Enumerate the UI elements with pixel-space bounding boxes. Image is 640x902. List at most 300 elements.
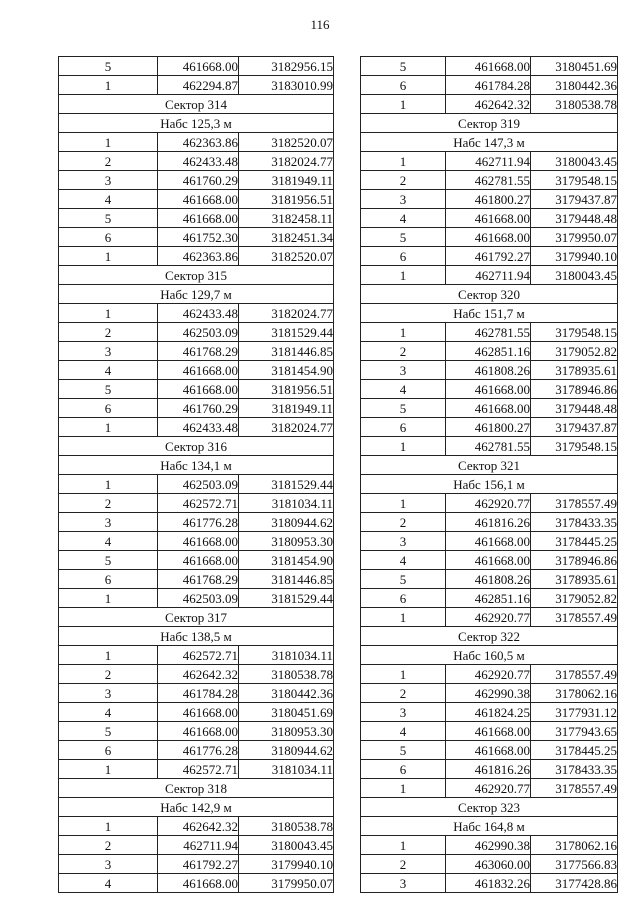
point-number: 3	[361, 874, 446, 893]
point-number: 4	[59, 532, 158, 551]
table-row	[361, 171, 618, 190]
table-row	[59, 551, 334, 570]
coord-y: 3180451.69	[531, 57, 618, 76]
coord-x: 462642.32	[446, 95, 531, 114]
point-number: 4	[361, 722, 446, 741]
table-row	[59, 57, 334, 76]
table-row	[361, 741, 618, 760]
coord-x: 462503.09	[158, 475, 239, 494]
sector-title: Сектор 314	[59, 95, 334, 114]
coord-y: 3180953.30	[239, 722, 334, 741]
coord-y: 3180442.36	[531, 76, 618, 95]
coord-y: 3182520.07	[239, 247, 334, 266]
coord-x: 462711.94	[446, 266, 531, 285]
table-row	[361, 209, 618, 228]
point-number: 2	[59, 665, 158, 684]
table-row	[59, 722, 334, 741]
point-number: 4	[59, 190, 158, 209]
table-row	[59, 228, 334, 247]
point-number: 1	[59, 76, 158, 95]
point-number: 1	[59, 760, 158, 779]
coord-y: 3182024.77	[239, 304, 334, 323]
table-row	[59, 665, 334, 684]
sector-height-row	[59, 285, 334, 304]
coord-y: 3177943.65	[531, 722, 618, 741]
table-row	[59, 874, 334, 893]
coord-x: 462990.38	[446, 836, 531, 855]
table-row	[59, 760, 334, 779]
coord-y: 3177566.83	[531, 855, 618, 874]
coord-x: 462642.32	[158, 817, 239, 836]
point-number: 4	[59, 361, 158, 380]
table-row	[361, 570, 618, 589]
table-row	[361, 855, 618, 874]
coord-x: 462781.55	[446, 437, 531, 456]
coord-y: 3180043.45	[531, 266, 618, 285]
point-number: 6	[361, 760, 446, 779]
coord-y: 3178433.35	[531, 513, 618, 532]
sector-height: Набс 164,8 м	[361, 817, 618, 836]
coord-y: 3181956.51	[239, 380, 334, 399]
coord-x: 461668.00	[158, 703, 239, 722]
sector-header-row	[361, 798, 618, 817]
coord-y: 3182520.07	[239, 133, 334, 152]
sector-header-row	[59, 95, 334, 114]
point-number: 4	[59, 874, 158, 893]
coord-y: 3178946.86	[531, 551, 618, 570]
table-row	[361, 760, 618, 779]
coord-y: 3179940.10	[239, 855, 334, 874]
table-row	[361, 836, 618, 855]
table-row	[361, 228, 618, 247]
page-number: 116	[310, 17, 330, 32]
point-number: 1	[361, 836, 446, 855]
table-row	[361, 57, 618, 76]
coord-y: 3178935.61	[531, 570, 618, 589]
sector-title: Сектор 317	[59, 608, 334, 627]
point-number: 1	[59, 247, 158, 266]
sector-height: Набс 160,5 м	[361, 646, 618, 665]
table-row	[59, 418, 334, 437]
coord-x: 461824.25	[446, 703, 531, 722]
coord-y: 3178557.49	[531, 665, 618, 684]
sector-height-row	[361, 304, 618, 323]
coord-x: 461816.26	[446, 760, 531, 779]
sector-height: Набс 125,3 м	[59, 114, 334, 133]
coord-x: 461816.26	[446, 513, 531, 532]
table-row	[59, 342, 334, 361]
coord-x: 461668.00	[158, 722, 239, 741]
table-row	[59, 171, 334, 190]
coord-x: 462433.48	[158, 418, 239, 437]
coord-y: 3181529.44	[239, 589, 334, 608]
table-row	[361, 874, 618, 893]
table-row	[361, 722, 618, 741]
coord-x: 461668.00	[158, 532, 239, 551]
sector-title: Сектор 315	[59, 266, 334, 285]
coord-x: 461784.28	[446, 76, 531, 95]
coord-y: 3180043.45	[531, 152, 618, 171]
sector-height: Набс 147,3 м	[361, 133, 618, 152]
sector-title: Сектор 323	[361, 798, 618, 817]
sector-header-row	[59, 779, 334, 798]
point-number: 1	[361, 152, 446, 171]
coord-y: 3182956.15	[239, 57, 334, 76]
coord-y: 3179052.82	[531, 589, 618, 608]
table-row	[361, 589, 618, 608]
table-row	[361, 247, 618, 266]
point-number: 1	[361, 779, 446, 798]
table-row	[59, 703, 334, 722]
coord-x: 463060.00	[446, 855, 531, 874]
point-number: 2	[59, 152, 158, 171]
table-row	[59, 532, 334, 551]
sector-height-row	[59, 456, 334, 475]
sector-title: Сектор 322	[361, 627, 618, 646]
point-number: 1	[361, 95, 446, 114]
coord-x: 462294.87	[158, 76, 239, 95]
sector-height-row	[361, 646, 618, 665]
point-number: 3	[59, 342, 158, 361]
point-number: 2	[361, 513, 446, 532]
point-number: 3	[59, 855, 158, 874]
coord-x: 462990.38	[446, 684, 531, 703]
table-row	[59, 133, 334, 152]
coord-x: 462363.86	[158, 133, 239, 152]
coord-y: 3180538.78	[531, 95, 618, 114]
table-row	[59, 684, 334, 703]
table-row	[59, 209, 334, 228]
coord-x: 461668.00	[446, 722, 531, 741]
point-number: 1	[361, 608, 446, 627]
coord-y: 3177428.86	[531, 874, 618, 893]
point-number: 6	[59, 228, 158, 247]
sector-header-row	[361, 114, 618, 133]
point-number: 1	[59, 589, 158, 608]
coord-x: 462851.16	[446, 342, 531, 361]
point-number: 6	[361, 76, 446, 95]
point-number: 6	[361, 589, 446, 608]
sector-height: Набс 129,7 м	[59, 285, 334, 304]
table-row	[59, 152, 334, 171]
coord-x: 462920.77	[446, 494, 531, 513]
table-row	[361, 190, 618, 209]
table-row	[59, 513, 334, 532]
table-row	[59, 323, 334, 342]
coord-x: 461808.26	[446, 570, 531, 589]
table-row	[361, 361, 618, 380]
coord-y: 3178935.61	[531, 361, 618, 380]
coord-y: 3179437.87	[531, 418, 618, 437]
point-number: 5	[361, 741, 446, 760]
coord-x: 462433.48	[158, 152, 239, 171]
coord-y: 3180538.78	[239, 665, 334, 684]
coord-y: 3179940.10	[531, 247, 618, 266]
point-number: 3	[361, 532, 446, 551]
table-row	[361, 342, 618, 361]
coord-y: 3179548.15	[531, 171, 618, 190]
point-number: 1	[361, 266, 446, 285]
point-number: 3	[59, 684, 158, 703]
coord-x: 461808.26	[446, 361, 531, 380]
sector-height: Набс 134,1 м	[59, 456, 334, 475]
point-number: 1	[361, 323, 446, 342]
coord-y: 3181956.51	[239, 190, 334, 209]
coord-x: 461668.00	[446, 551, 531, 570]
coord-y: 3180043.45	[239, 836, 334, 855]
point-number: 5	[59, 209, 158, 228]
coord-y: 3181034.11	[239, 760, 334, 779]
sector-header-row	[361, 456, 618, 475]
coord-x: 461832.26	[446, 874, 531, 893]
point-number: 1	[59, 304, 158, 323]
point-number: 3	[59, 171, 158, 190]
table-row	[59, 589, 334, 608]
coord-x: 462711.94	[446, 152, 531, 171]
table-row	[361, 399, 618, 418]
coord-y: 3180944.62	[239, 513, 334, 532]
table-row	[59, 475, 334, 494]
sector-header-row	[59, 608, 334, 627]
table-row	[59, 494, 334, 513]
point-number: 5	[361, 228, 446, 247]
table-row	[361, 513, 618, 532]
coord-x: 462642.32	[158, 665, 239, 684]
point-number: 6	[59, 741, 158, 760]
coord-y: 3178557.49	[531, 608, 618, 627]
table-row	[361, 95, 618, 114]
coord-x: 461668.00	[158, 361, 239, 380]
coord-x: 461668.00	[158, 551, 239, 570]
sector-height: Набс 151,7 м	[361, 304, 618, 323]
coord-y: 3182451.34	[239, 228, 334, 247]
table-row	[361, 418, 618, 437]
coord-y: 3181034.11	[239, 494, 334, 513]
coord-y: 3181454.90	[239, 551, 334, 570]
point-number: 4	[59, 703, 158, 722]
coord-x: 461668.00	[446, 57, 531, 76]
table-row	[59, 304, 334, 323]
table-row	[361, 494, 618, 513]
coord-y: 3178062.16	[531, 836, 618, 855]
table-row	[59, 741, 334, 760]
table-row	[59, 817, 334, 836]
sector-header-row	[59, 266, 334, 285]
sector-header-row	[59, 437, 334, 456]
sector-height: Набс 156,1 м	[361, 475, 618, 494]
table-row	[59, 247, 334, 266]
point-number: 2	[361, 684, 446, 703]
point-number: 6	[59, 399, 158, 418]
point-number: 5	[59, 551, 158, 570]
sector-height: Набс 142,9 м	[59, 798, 334, 817]
point-number: 6	[361, 418, 446, 437]
point-number: 6	[361, 247, 446, 266]
sector-title: Сектор 320	[361, 285, 618, 304]
sector-title: Сектор 321	[361, 456, 618, 475]
coord-y: 3179448.48	[531, 209, 618, 228]
coord-y: 3178557.49	[531, 494, 618, 513]
coord-x: 461668.00	[158, 209, 239, 228]
coord-x: 461768.29	[158, 570, 239, 589]
coord-y: 3178557.49	[531, 779, 618, 798]
coord-y: 3178445.25	[531, 741, 618, 760]
coord-x: 462781.55	[446, 323, 531, 342]
coord-x: 461668.00	[158, 874, 239, 893]
table-row	[59, 570, 334, 589]
table-row	[59, 76, 334, 95]
coord-y: 3179448.48	[531, 399, 618, 418]
point-number: 6	[59, 570, 158, 589]
table-row	[361, 684, 618, 703]
point-number: 5	[361, 570, 446, 589]
coord-x: 462433.48	[158, 304, 239, 323]
coord-y: 3179548.15	[531, 437, 618, 456]
sector-height: Набс 138,5 м	[59, 627, 334, 646]
point-number: 5	[361, 399, 446, 418]
table-row	[361, 380, 618, 399]
coord-x: 461668.00	[158, 190, 239, 209]
coord-x: 462572.71	[158, 646, 239, 665]
table-row	[361, 608, 618, 627]
coord-y: 3181034.11	[239, 646, 334, 665]
coord-y: 3181949.11	[239, 399, 334, 418]
table-row	[361, 532, 618, 551]
coord-x: 461776.28	[158, 741, 239, 760]
coord-y: 3181529.44	[239, 475, 334, 494]
point-number: 1	[361, 494, 446, 513]
coord-y: 3179950.07	[531, 228, 618, 247]
coord-y: 3180538.78	[239, 817, 334, 836]
table-row	[361, 266, 618, 285]
point-number: 2	[361, 171, 446, 190]
coord-y: 3178946.86	[531, 380, 618, 399]
coordinates-table-left	[58, 56, 334, 893]
coord-y: 3183010.99	[239, 76, 334, 95]
point-number: 4	[361, 380, 446, 399]
table-row	[59, 380, 334, 399]
table-row	[361, 551, 618, 570]
sector-header-row	[361, 285, 618, 304]
coord-x: 461668.00	[446, 209, 531, 228]
coord-x: 461776.28	[158, 513, 239, 532]
coord-x: 461668.00	[446, 532, 531, 551]
table-row	[361, 323, 618, 342]
table-row	[59, 190, 334, 209]
point-number: 2	[59, 323, 158, 342]
point-number: 2	[361, 855, 446, 874]
coord-y: 3182458.11	[239, 209, 334, 228]
coord-y: 3181529.44	[239, 323, 334, 342]
coord-x: 462503.09	[158, 323, 239, 342]
table-row	[59, 855, 334, 874]
coord-y: 3181454.90	[239, 361, 334, 380]
coord-y: 3177931.12	[531, 703, 618, 722]
coord-x: 462503.09	[158, 589, 239, 608]
table-row	[59, 646, 334, 665]
point-number: 5	[59, 57, 158, 76]
sector-height-row	[59, 114, 334, 133]
sector-height-row	[59, 627, 334, 646]
coord-x: 461760.29	[158, 171, 239, 190]
sector-height-row	[361, 133, 618, 152]
coord-x: 462920.77	[446, 665, 531, 684]
coord-y: 3179950.07	[239, 874, 334, 893]
coord-y: 3179052.82	[531, 342, 618, 361]
point-number: 1	[59, 418, 158, 437]
table-row	[361, 703, 618, 722]
coord-x: 461668.00	[158, 380, 239, 399]
coord-x: 462363.86	[158, 247, 239, 266]
sector-height-row	[361, 817, 618, 836]
sector-height-row	[59, 798, 334, 817]
table-row	[361, 665, 618, 684]
point-number: 2	[59, 494, 158, 513]
coord-x: 461800.27	[446, 190, 531, 209]
point-number: 4	[361, 551, 446, 570]
coord-x: 462711.94	[158, 836, 239, 855]
coord-x: 461792.27	[158, 855, 239, 874]
point-number: 1	[59, 133, 158, 152]
point-number: 4	[361, 209, 446, 228]
sector-header-row	[361, 627, 618, 646]
coord-x: 461784.28	[158, 684, 239, 703]
point-number: 1	[361, 437, 446, 456]
sector-title: Сектор 319	[361, 114, 618, 133]
coord-x: 462572.71	[158, 760, 239, 779]
coord-x: 462572.71	[158, 494, 239, 513]
point-number: 5	[59, 722, 158, 741]
table-row	[361, 152, 618, 171]
sector-title: Сектор 316	[59, 437, 334, 456]
table-row	[59, 399, 334, 418]
point-number: 1	[59, 475, 158, 494]
coord-x: 461760.29	[158, 399, 239, 418]
coord-x: 461668.00	[446, 380, 531, 399]
point-number: 1	[59, 817, 158, 836]
coord-y: 3180451.69	[239, 703, 334, 722]
coord-x: 462920.77	[446, 608, 531, 627]
point-number: 5	[361, 57, 446, 76]
sector-height-row	[361, 475, 618, 494]
coord-x: 461800.27	[446, 418, 531, 437]
coord-y: 3178445.25	[531, 532, 618, 551]
coord-x: 461792.27	[446, 247, 531, 266]
point-number: 1	[59, 646, 158, 665]
coord-x: 462920.77	[446, 779, 531, 798]
table-row	[361, 779, 618, 798]
point-number: 2	[59, 836, 158, 855]
coord-y: 3178062.16	[531, 684, 618, 703]
coord-y: 3180944.62	[239, 741, 334, 760]
sector-title: Сектор 318	[59, 779, 334, 798]
coord-y: 3182024.77	[239, 418, 334, 437]
point-number: 3	[361, 190, 446, 209]
coord-y: 3182024.77	[239, 152, 334, 171]
coord-y: 3180953.30	[239, 532, 334, 551]
point-number: 3	[361, 361, 446, 380]
coord-x: 462851.16	[446, 589, 531, 608]
table-row	[59, 836, 334, 855]
point-number: 5	[59, 380, 158, 399]
coord-y: 3179437.87	[531, 190, 618, 209]
coordinates-table-right	[360, 56, 618, 893]
table-row	[59, 361, 334, 380]
point-number: 3	[361, 703, 446, 722]
coord-x: 462781.55	[446, 171, 531, 190]
table-row	[361, 437, 618, 456]
coord-y: 3180442.36	[239, 684, 334, 703]
